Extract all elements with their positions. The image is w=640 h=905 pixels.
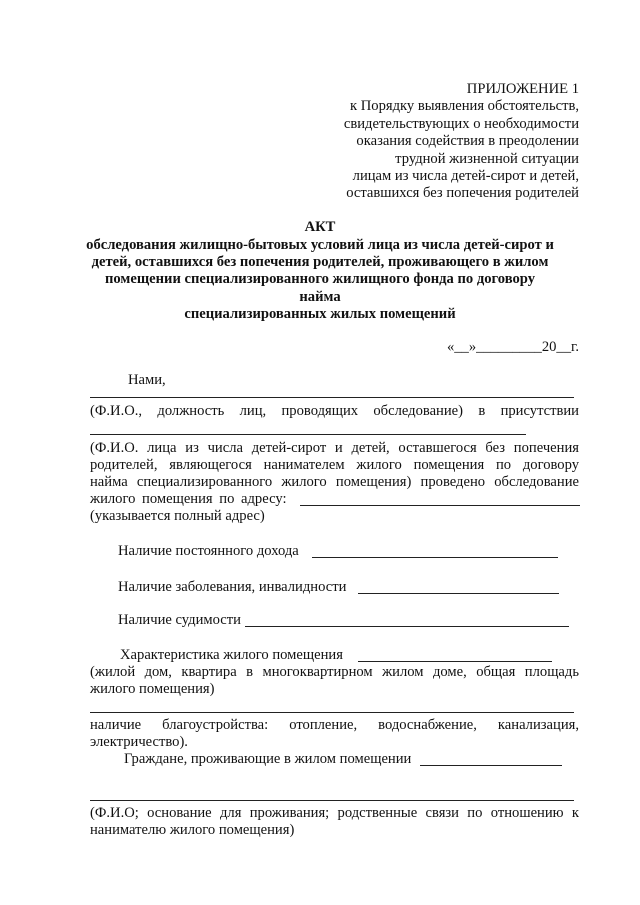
- date-line: «__»_________20__г.: [446, 339, 579, 355]
- tenant-caption-line: (Ф.И.О. лица из числа детей-сирот и детей, оставшегося без попечения: [90, 440, 579, 456]
- appendix-line: оставшихся без попечения родителей: [346, 185, 579, 201]
- appendix-line: лицам из числа детей-сирот и детей,: [352, 168, 579, 184]
- inspectors-fill-line: [90, 397, 574, 398]
- by-us-label: Нами,: [128, 372, 166, 388]
- act-title: АКТ: [304, 219, 336, 235]
- disease-label: Наличие заболевания, инвалидности: [118, 579, 347, 595]
- tenant-fill-line: [90, 434, 526, 435]
- act-subtitle-line: обследования жилищно-бытовых условий лица из числа детей-сирот и: [86, 237, 554, 253]
- amenities-line: электричество).: [90, 734, 188, 750]
- characteristics-hint-line: жилого помещения): [90, 681, 215, 697]
- address-hint: (указывается полный адрес): [90, 508, 265, 524]
- act-subtitle-line: найма: [299, 289, 341, 305]
- act-subtitle-line: помещении специализированного жилищного фонда по договору: [104, 271, 536, 287]
- appendix-line: к Порядку выявления обстоятельств,: [350, 98, 579, 114]
- income-fill-line: [312, 557, 558, 558]
- act-subtitle-line: специализированных жилых помещений: [184, 306, 456, 322]
- income-label: Наличие постоянного дохода: [118, 543, 299, 559]
- residents-hint-line: нанимателю жилого помещения): [90, 822, 295, 838]
- conviction-fill-line: [245, 626, 569, 627]
- residents-hint-line: (Ф.И.О; основание для проживания; родственные связи по отношению к: [90, 805, 579, 821]
- address-label: жилого помещения по адресу:: [90, 491, 287, 507]
- appendix-title: ПРИЛОЖЕНИЕ 1: [466, 81, 579, 97]
- characteristics-hint-line: (жилой дом, квартира в многоквартирном жилом доме, общая площадь: [90, 664, 579, 680]
- tenant-caption-line: найма специализированного жилого помещения) проведено обследование: [90, 474, 579, 490]
- persons-caption: (Ф.И.О., должность лиц, проводящих обследование) в присутствии: [90, 403, 579, 419]
- act-subtitle-line: детей, оставшихся без попечения родителей, проживающего в жилом: [91, 254, 549, 270]
- tenant-caption-line: родителей, являющегося нанимателем жилого помещения по договору: [90, 457, 579, 473]
- amenities-line: наличие благоустройства: отопление, водоснабжение, канализация,: [90, 717, 579, 733]
- characteristics-extra-line: [90, 712, 574, 713]
- address-fill-line: [300, 505, 580, 506]
- characteristics-label: Характеристика жилого помещения: [120, 647, 343, 663]
- appendix-line: свидетельствующих о необходимости: [343, 116, 579, 132]
- residents-extra-line: [90, 800, 574, 801]
- appendix-line: оказания содействия в преодолении: [356, 133, 579, 149]
- disease-fill-line: [358, 593, 559, 594]
- residents-label: Граждане, проживающие в жилом помещении: [124, 751, 412, 767]
- characteristics-fill-line: [358, 661, 552, 662]
- appendix-line: трудной жизненной ситуации: [395, 151, 579, 167]
- residents-fill-line: [420, 765, 562, 766]
- conviction-label: Наличие судимости: [118, 612, 241, 628]
